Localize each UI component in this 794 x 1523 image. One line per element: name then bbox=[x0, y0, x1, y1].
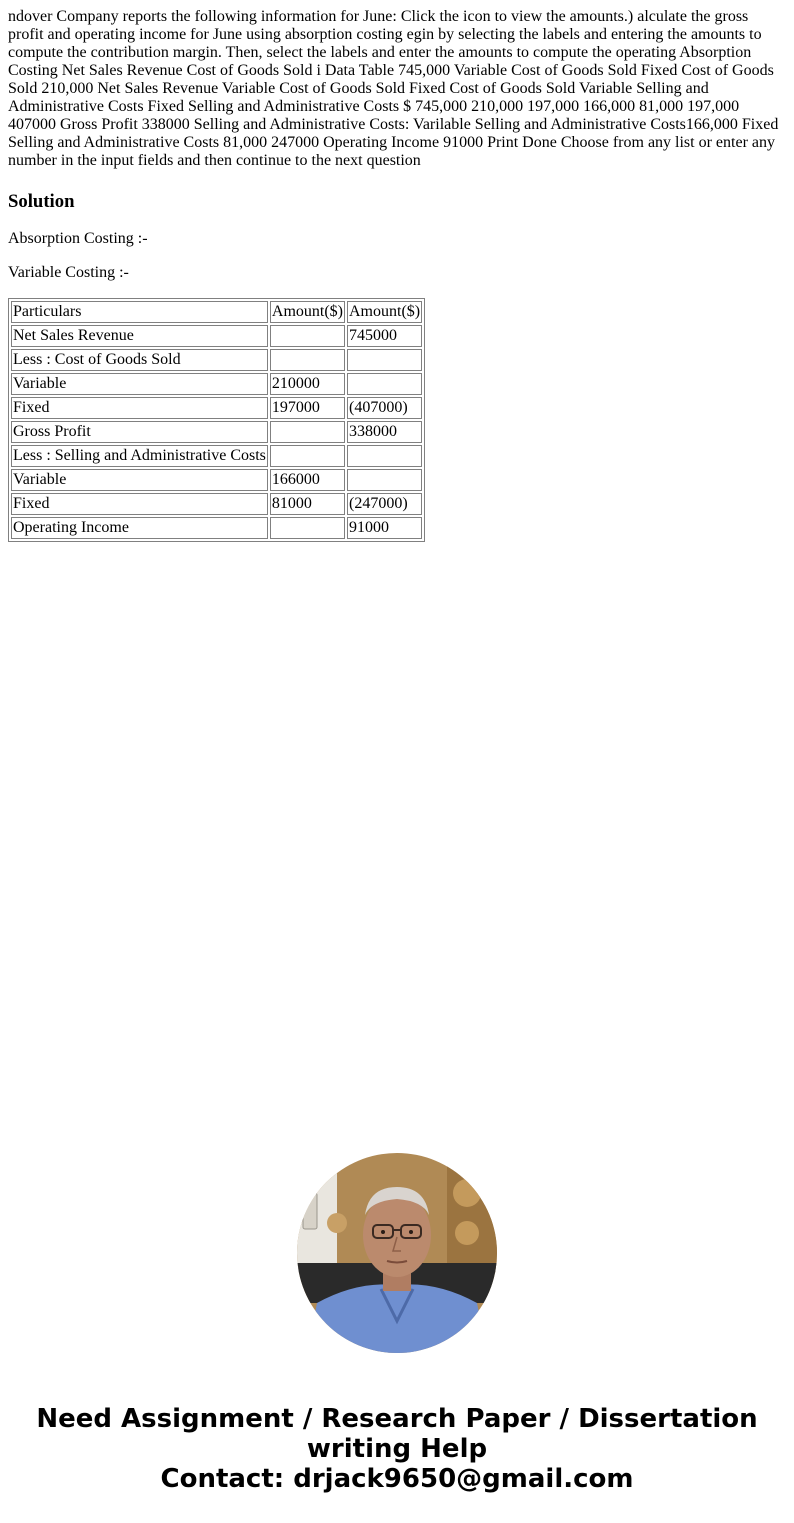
avatar-portrait-image bbox=[297, 1153, 497, 1353]
solution-heading: Solution bbox=[8, 191, 75, 212]
table-row bbox=[11, 421, 422, 443]
content-area bbox=[8, 8, 786, 542]
promo-banner bbox=[0, 1404, 794, 1494]
variable-costing-label: Variable Costing :- bbox=[8, 264, 129, 281]
row-label: Less : Cost of Goods Sold bbox=[11, 349, 268, 371]
table-row bbox=[11, 517, 422, 539]
row-amount-2 bbox=[347, 445, 422, 467]
tutor-avatar bbox=[297, 1153, 497, 1353]
row-label: Variable bbox=[11, 469, 268, 491]
promo-contact: Contact: drjack9650@gmail.com bbox=[160, 1464, 634, 1494]
table-row bbox=[11, 397, 422, 419]
row-amount-1: 197000 bbox=[270, 397, 345, 419]
row-amount-1 bbox=[270, 445, 345, 467]
table-row bbox=[11, 349, 422, 371]
header-amount-1: Amount($) bbox=[270, 301, 345, 323]
row-label: Fixed bbox=[11, 397, 268, 419]
row-amount-1 bbox=[270, 349, 345, 371]
row-amount-2 bbox=[347, 373, 422, 395]
row-amount-2: 338000 bbox=[347, 421, 422, 443]
table-row bbox=[11, 469, 422, 491]
row-amount-1: 81000 bbox=[270, 493, 345, 515]
row-amount-2: (247000) bbox=[347, 493, 422, 515]
table-header-row bbox=[11, 301, 422, 323]
row-amount-2: 745000 bbox=[347, 325, 422, 347]
row-amount-1: 166000 bbox=[270, 469, 345, 491]
question-text: ndover Company reports the following information for June: Click the icon to view the amounts.) alculate the gross profit and operating income for June using absorption costing egin by selecting the labels and entering the amounts to compute the contribution margin. Then, select the labels and enter the amounts to compute the operating Absorption Costing Net Sales Revenue Cost of Goods Sold i Data Table 745,000 Variable Cost of Goods Sold Fixed Cost of Goods Sold 210,000 Net Sales Revenue Variable Cost of Goods Sold Fixed Cost of Goods Sold Variable Selling and Administrative Costs Fixed Selling and Administrative Costs $ 745,000 210,000 197,000 166,000 81,000 197,000 407000 Gross Profit 338000 Selling and Administrative Costs: Varilable Selling and Administrative Costs166,000 Fixed Selling and Administrative Costs 81,000 247000 Operating Income 91000 Print Done Choose from any list or enter any number in the input fields and then continue to the next question bbox=[8, 8, 779, 169]
row-label: Gross Profit bbox=[11, 421, 268, 443]
table-row bbox=[11, 373, 422, 395]
income-statement-table bbox=[8, 298, 425, 542]
row-amount-1: 210000 bbox=[270, 373, 345, 395]
table-row bbox=[11, 493, 422, 515]
header-particulars: Particulars bbox=[11, 301, 268, 323]
row-label: Fixed bbox=[11, 493, 268, 515]
header-amount-2: Amount($) bbox=[347, 301, 422, 323]
row-amount-1 bbox=[270, 421, 345, 443]
promo-line-2: writing Help bbox=[306, 1434, 488, 1464]
row-amount-2: (407000) bbox=[347, 397, 422, 419]
promo-line-1: Need Assignment / Research Paper / Dissertation bbox=[36, 1404, 758, 1434]
row-amount-2: 91000 bbox=[347, 517, 422, 539]
row-label: Operating Income bbox=[11, 517, 268, 539]
row-label: Net Sales Revenue bbox=[11, 325, 268, 347]
row-amount-2 bbox=[347, 469, 422, 491]
row-amount-1 bbox=[270, 517, 345, 539]
row-label: Less : Selling and Administrative Costs bbox=[11, 445, 268, 467]
row-label: Variable bbox=[11, 373, 268, 395]
absorption-costing-label: Absorption Costing :- bbox=[8, 230, 148, 247]
table-row bbox=[11, 445, 422, 467]
table-row bbox=[11, 325, 422, 347]
row-amount-1 bbox=[270, 325, 345, 347]
row-amount-2 bbox=[347, 349, 422, 371]
